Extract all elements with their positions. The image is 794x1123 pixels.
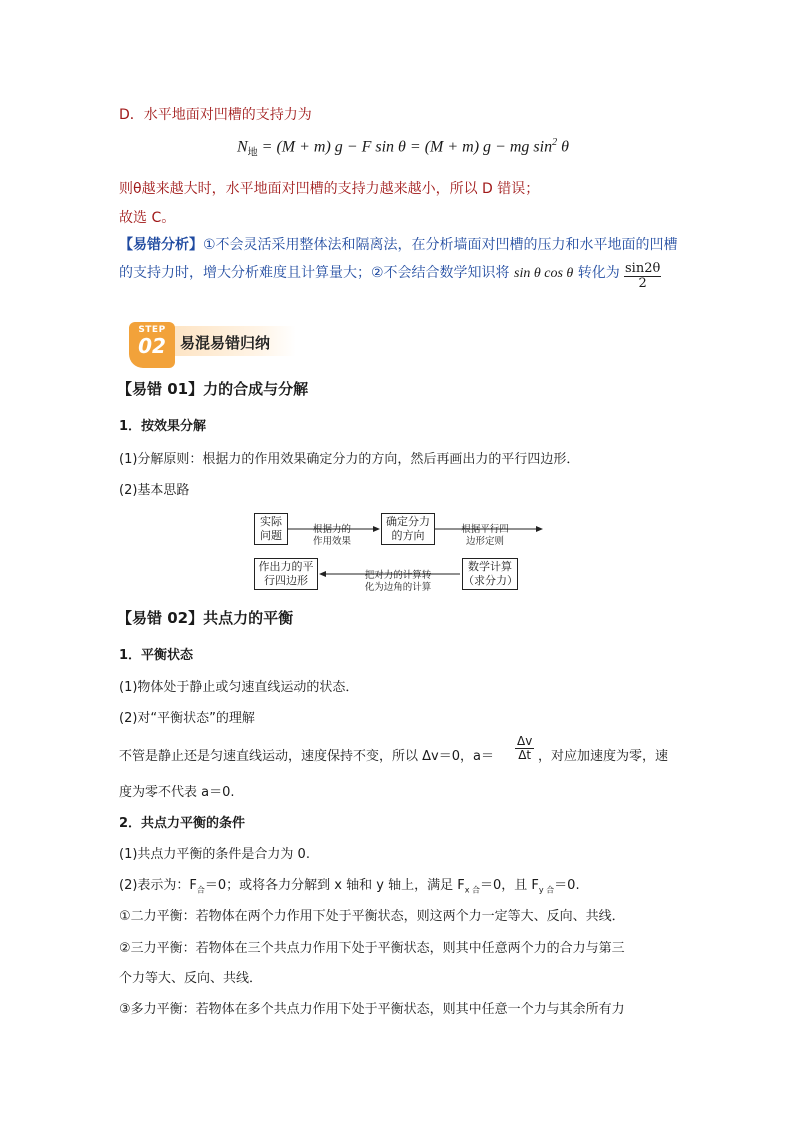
label-by-effect (302, 524, 362, 548)
analysis-fraction-den: 2 (638, 276, 647, 292)
p3-text-a: 不管是静止还是匀速直线运动，速度保持不变，所以 Δv＝0，a＝ (119, 749, 494, 764)
step-number: 02 (138, 334, 166, 358)
box1-line1: 实际 (260, 515, 282, 528)
box3-line1: 作出力的平 (258, 560, 314, 573)
box2-line2: 的方向 (391, 529, 425, 542)
sec1-paragraph-2: (2)基本思路 (119, 483, 190, 498)
p6-text-d: ＝0. (554, 878, 580, 893)
label2-line1: 根据平行四 (461, 524, 509, 535)
section-heading-01: 【易错 01】力的合成与分解 (117, 380, 309, 398)
sec2-paragraph-10: ③多力平衡：若物体在多个共点力作用下处于平衡状态，则其中任意一个力与其余所有力 (119, 1002, 625, 1017)
analysis-fraction (624, 262, 661, 292)
box4-line2: （求分力） (463, 574, 518, 587)
analysis-tag: 【易错分析】 (119, 237, 203, 253)
p6-text-a: (2)表示为：F (119, 878, 197, 893)
acceleration-fraction (515, 735, 534, 762)
box2-line1: 确定分力 (386, 515, 430, 528)
analysis-line-1 (119, 234, 678, 254)
section-heading-02: 【易错 02】共点力的平衡 (117, 609, 294, 627)
sec2-paragraph-1: (1)物体处于静止或匀速直线运动的状态． (119, 680, 359, 695)
sec2-paragraph-6 (119, 874, 580, 896)
label1-line2: 作用效果 (312, 536, 351, 547)
formula-n-subscript: 地 (247, 147, 258, 159)
step-title-banner (168, 326, 296, 356)
sec2-paragraph-3 (119, 745, 494, 764)
sec2-paragraph-5: (1)共点力平衡的条件是合力为 0. (119, 847, 310, 862)
box4-line1: 数学计算 (468, 560, 512, 573)
label1-line1: 根据力的 (312, 524, 351, 535)
step-badge (129, 322, 175, 368)
formula-body: = (M + m) g − F sin θ = (M + m) g − mg sin (261, 138, 553, 156)
label-convert-calculation (348, 570, 448, 594)
fraction-den-dt: Δt (518, 748, 532, 763)
p6-sub-x: x 合 (464, 885, 480, 895)
sec1-paragraph-1: (1)分解原则：根据力的作用效果确定分力的方向，然后再画出力的平行四边形． (119, 452, 580, 467)
box-math-calculation (462, 558, 518, 590)
conclusion-d-text: 则θ越来越大时，水平地面对凹槽的支持力越来越小，所以 D 错误； (119, 181, 540, 197)
label-parallelogram-rule (452, 524, 518, 548)
step-title: 易混易错归纳 (180, 334, 271, 352)
p6-text-b: ＝0；或将各力分解到 x 轴和 y 轴上，满足 F (204, 878, 465, 893)
support-force-formula (237, 137, 569, 159)
sec2-paragraph-2: (2)对“平衡状态”的理解 (119, 711, 255, 726)
label3-line2: 化为边角的计算 (364, 582, 432, 593)
sec1-subheading: 1．按效果分解 (119, 419, 207, 434)
box-draw-parallelogram (254, 558, 318, 590)
fraction-num-dv: Δv (517, 734, 533, 748)
p6-sub-y: y 合 (538, 885, 555, 895)
box-actual-problem (254, 513, 288, 545)
label3-line1: 把对力的计算转 (364, 570, 432, 581)
box3-line2: 行四边形 (264, 574, 308, 587)
option-d-text: D．水平地面对凹槽的支持力为 (119, 107, 312, 123)
formula-exponent: 2 (552, 137, 558, 148)
sec2-paragraph-8: ②三力平衡：若物体在三个共点力作用下处于平衡状态，则其中任意两个力的合力与第三 (119, 941, 625, 956)
answer-text: 故选 C。 (119, 210, 176, 226)
formula-end: θ (561, 138, 569, 156)
p6-sub-net: 合 (196, 885, 205, 895)
box-determine-direction (381, 513, 435, 545)
analysis-text-1: ①不会灵活采用整体法和隔离法，在分析墙面对凹槽的压力和水平地面的凹槽 (203, 237, 678, 253)
sec2-paragraph-4: 度为零不代表 a＝0. (119, 785, 235, 800)
p3-text-b: ，对应加速度为零，速 (538, 749, 669, 764)
sec2-subheading-1: 1．平衡状态 (119, 648, 194, 663)
p6-text-c: ＝0，且 F (480, 878, 539, 893)
analysis-line-2 (119, 262, 620, 282)
analysis-text-2: 的支持力时，增大分析难度且计算量大；②不会结合数学知识将 (119, 265, 510, 281)
analysis-expression: sin θ cos θ (514, 266, 574, 281)
analysis-text-3: 转化为 (577, 265, 620, 281)
sec2-paragraph-7: ①二力平衡：若物体在两个力作用下处于平衡状态，则这两个力一定等大、反向、共线． (119, 909, 625, 924)
sec2-paragraph-9: 个力等大、反向、共线． (119, 971, 263, 986)
analysis-fraction-num: sin2θ (625, 261, 661, 276)
formula-n: N (237, 138, 248, 156)
box1-line2: 问题 (260, 529, 282, 542)
label2-line2: 边形定则 (465, 536, 504, 547)
step-label: STEP (138, 325, 166, 335)
sec2-subheading-2: 2．共点力平衡的条件 (119, 816, 246, 831)
